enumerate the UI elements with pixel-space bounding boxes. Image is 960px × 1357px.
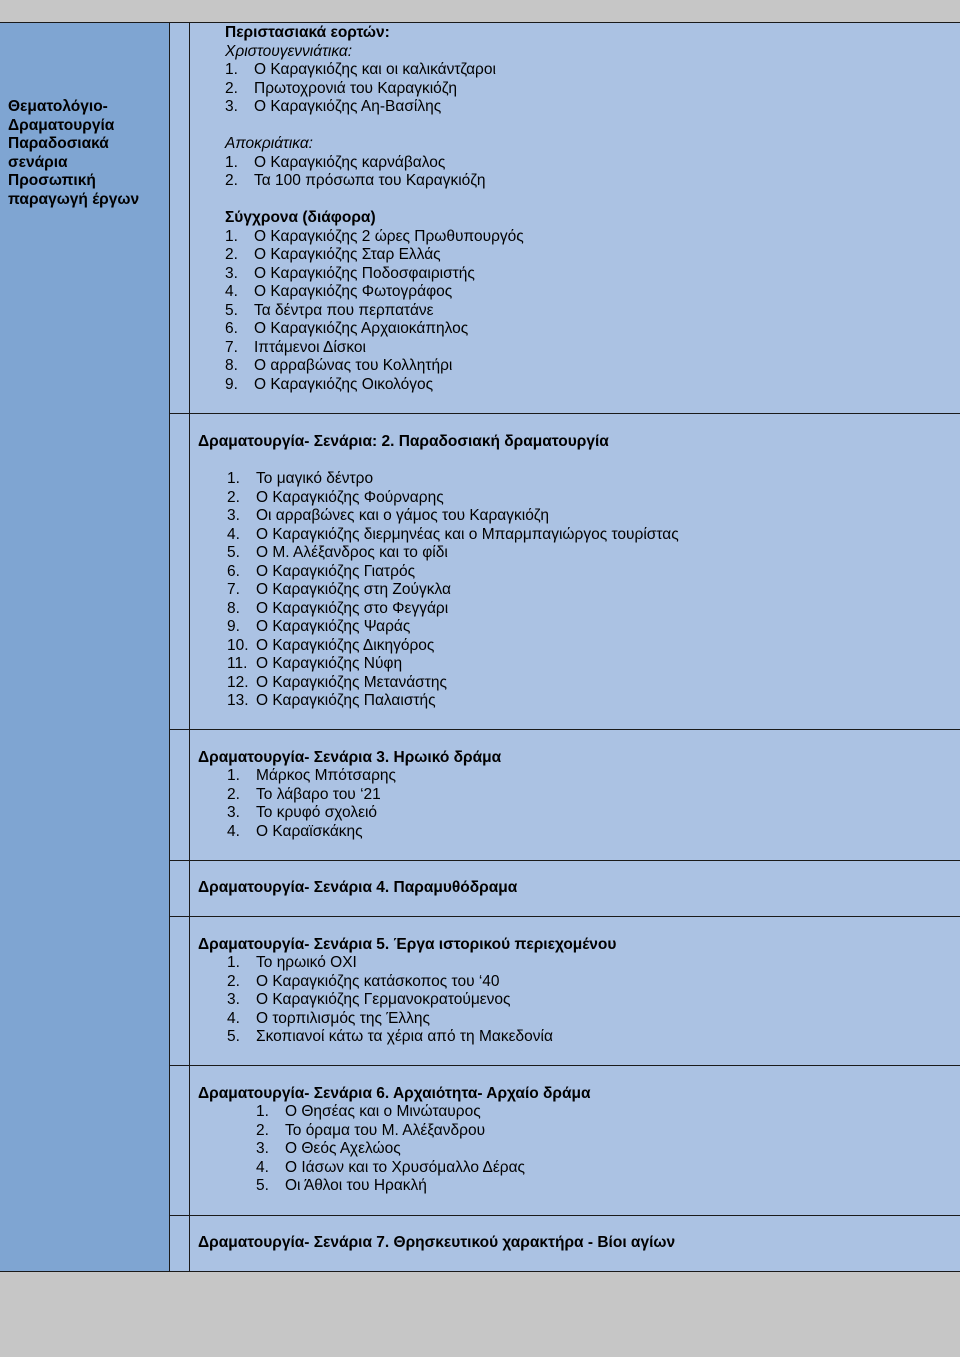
list-item: 1. Ο Καραγκιόζης και οι καλικάντζαροι <box>225 61 496 78</box>
section-traditional <box>190 414 960 730</box>
holiday-block <box>225 24 524 394</box>
heroic-list <box>227 767 396 841</box>
christmas-label: Χριστουγεννιάτικα: <box>225 42 353 60</box>
list-item: 2. Το όραμα του Μ. Αλέξανδρου <box>256 1121 486 1139</box>
section-title: Περιστασιακά εορτών: <box>225 24 390 41</box>
list-item: 1. Μάρκος Μπότσαρης <box>227 767 396 784</box>
list-item: 3. Ο Καραγκιόζης Αη-Βασίλης <box>225 98 442 115</box>
carnival-label: Αποκριάτικα: <box>225 135 313 152</box>
historical-list <box>227 954 553 1047</box>
list-item: 4. Ο Καραϊσκάκης <box>227 822 363 840</box>
section-fairytale <box>190 861 960 917</box>
theme-line: Παραδοσιακά <box>8 135 109 152</box>
list-item: 2. Τα 100 πρόσωπα του Καραγκιόζη <box>225 172 486 189</box>
list-item: 5. Σκοπιανοί κάτω τα χέρια από τη Μακεδονία <box>227 1028 553 1045</box>
section-religious <box>190 1216 960 1271</box>
list-item: 4. Ο Ιάσων και το Χρυσόμαλλο Δέρας <box>256 1158 526 1176</box>
list-item: 3. Ο Καραγκιόζης Ποδοσφαιριστής <box>225 264 475 282</box>
traditional-list <box>227 470 679 711</box>
list-item: 5. Ο Μ. Αλέξανδρος και το φίδι <box>227 544 448 561</box>
list-item: 3. Ο Θεός Αχελώος <box>256 1140 401 1157</box>
ancient-list <box>256 1103 525 1196</box>
modern-label: Σύγχρονα (διάφορα) <box>225 209 376 226</box>
list-item: 1. Ο Θησέας και ο Μινώταυρος <box>256 1103 481 1120</box>
row-divider <box>169 916 190 917</box>
list-item: 6. Ο Καραγκιόζης Αρχαιοκάπηλος <box>225 320 469 337</box>
narrow-column <box>170 23 190 1271</box>
list-item: 5. Τα δέντρα που περπατάνε <box>225 301 434 319</box>
section-title: Δραματουργία- Σενάρια: 2. Παραδοσιακή δραματουργία <box>198 433 609 450</box>
list-item: 11. Ο Καραγκιόζης Νύφη <box>227 655 403 672</box>
curriculum-table <box>0 22 960 1272</box>
row-divider <box>169 860 190 861</box>
list-item: 3. Το κρυφό σχολειό <box>227 804 378 821</box>
content-column <box>190 23 960 1271</box>
list-item: 1. Ο Καραγκιόζης 2 ώρες Πρωθυπουργός <box>225 227 524 245</box>
section-historical <box>190 917 960 1066</box>
list-item: 7. Ιπτάμενοι Δίσκοι <box>225 338 366 356</box>
section-title: Δραματουργία- Σενάρια 7. Θρησκευτικού χαρακτήρα - Βίοι αγίων <box>198 1234 676 1251</box>
list-item: 8. Ο αρραβώνας του Κολλητήρι <box>225 357 453 374</box>
row-divider <box>169 413 190 414</box>
list-item: 4. Ο Καραγκιόζης διερμηνέας και ο Μπαρμπαγιώργος τουρίστας <box>227 525 679 543</box>
theme-line: Θεματολόγιο- <box>8 98 108 115</box>
section-title: Δραματουργία- Σενάρια 5. Έργα ιστορικού περιεχομένου <box>198 936 617 953</box>
theme-line: σενάρια <box>8 153 68 171</box>
list-item: 2. Πρωτοχρονιά του Καραγκιόζη <box>225 79 457 97</box>
list-item: 7. Ο Καραγκιόζης στη Ζούγκλα <box>227 581 451 598</box>
theme-line: Προσωπική <box>8 172 96 189</box>
list-item: 13. Ο Καραγκιόζης Παλαιστής <box>227 692 436 709</box>
list-item: 2. Ο Καραγκιόζης κατάσκοπος του ‘40 <box>227 972 500 990</box>
section-title: Δραματουργία- Σενάρια 3. Ηρωικό δράμα <box>198 749 502 766</box>
row-divider <box>169 1215 190 1216</box>
list-item: 2. Ο Καραγκιόζης Φούρναρης <box>227 488 444 506</box>
section-title: Δραματουργία- Σενάρια 6. Αρχαιότητα- Αρχαίο δράμα <box>198 1085 591 1102</box>
list-item: 1. Το ηρωικό ΟΧΙ <box>227 954 357 971</box>
list-item: 1. Ο Καραγκιόζης καρνάβαλος <box>225 153 446 171</box>
list-item: 2. Ο Καραγκιόζης Σταρ Ελλάς <box>225 246 441 263</box>
page-top-band <box>0 0 960 22</box>
section-title: Δραματουργία- Σενάρια 4. Παραμυθόδραμα <box>198 879 518 896</box>
section-ancient <box>190 1066 960 1216</box>
list-item: 4. Ο τορπιλισμός της Έλλης <box>227 1009 430 1027</box>
list-item: 10. Ο Καραγκιόζης Δικηγόρος <box>227 636 435 654</box>
section-holiday-plays <box>190 23 960 414</box>
theme-line: παραγωγή έργων <box>8 190 140 208</box>
row-divider <box>169 729 190 730</box>
list-item: 5. Οι Άθλοι του Ηρακλή <box>256 1177 427 1194</box>
row-divider <box>169 1065 190 1066</box>
list-item: 3. Οι αρραβώνες και ο γάμος του Καραγκιόζη <box>227 507 549 524</box>
theme-heading <box>8 98 166 209</box>
list-item: 2. Το λάβαρο του ‘21 <box>227 785 381 803</box>
list-item: 6. Ο Καραγκιόζης Γιατρός <box>227 562 416 580</box>
list-item: 1. Το μαγικό δέντρο <box>227 470 374 487</box>
theme-column <box>0 23 170 1271</box>
list-item: 12. Ο Καραγκιόζης Μετανάστης <box>227 673 447 691</box>
list-item: 8. Ο Καραγκιόζης στο Φεγγάρι <box>227 599 449 617</box>
list-item: 9. Ο Καραγκιόζης Ψαράς <box>227 618 411 635</box>
list-item: 4. Ο Καραγκιόζης Φωτογράφος <box>225 283 453 300</box>
section-heroic <box>190 730 960 861</box>
list-item: 9. Ο Καραγκιόζης Οικολόγος <box>225 375 434 393</box>
list-item: 3. Ο Καραγκιόζης Γερμανοκρατούμενος <box>227 991 511 1008</box>
theme-line: Δραματουργία <box>8 116 115 134</box>
